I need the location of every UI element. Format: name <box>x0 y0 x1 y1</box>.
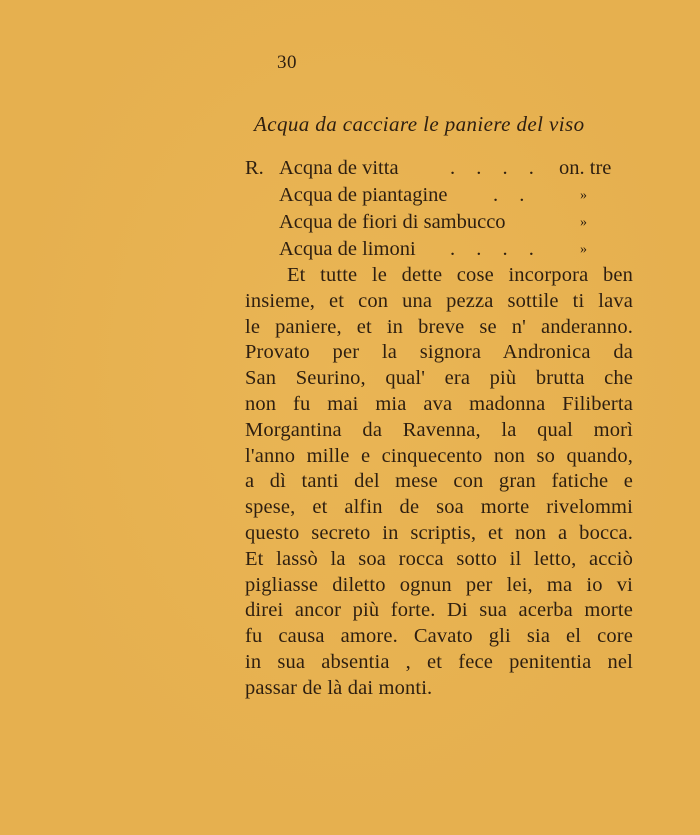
text-line: pigliasse diletto ognun per lei, ma io vi <box>245 573 633 596</box>
text-line: direi ancor più forte. Di sua acerba morte <box>245 599 633 622</box>
ingredient-row <box>245 209 635 236</box>
text-line: spese, et alfin de soa morte rivelommi <box>245 496 633 519</box>
ingredient-name: Acqna de vitta <box>279 157 399 179</box>
text-line: Provato per la signora Andronica da <box>245 341 633 364</box>
text-line: a dì tanti del mese con gran fatiche e <box>245 470 633 493</box>
ingredient-list <box>245 155 635 263</box>
text-line: le paniere, et in breve se n' anderanno. <box>245 315 633 338</box>
recipe-prefix: R. <box>245 157 264 179</box>
recipe-title: Acqua da cacciare le paniere del viso <box>254 112 585 136</box>
ditto-mark: » <box>580 188 587 203</box>
ditto-mark: » <box>580 242 587 257</box>
ingredient-row <box>245 182 635 209</box>
body-paragraph <box>245 263 633 702</box>
text-line: non fu mai mia ava madonna Filiberta <box>245 392 633 415</box>
ingredient-name: Acqua de piantagine <box>279 184 448 206</box>
ingredient-leader-dots: . . <box>493 184 533 206</box>
ingredient-quantity: on. tre <box>559 157 612 179</box>
text-line: Et lassò la soa rocca sotto il letto, acciò <box>245 547 633 570</box>
page-number: 30 <box>277 52 297 73</box>
text-line: passar de là dai monti. <box>245 676 433 699</box>
text-line: Et tutte le dette cose incorpora ben <box>287 264 633 286</box>
ingredient-row <box>245 236 635 263</box>
ditto-mark: » <box>580 215 587 230</box>
ingredient-row <box>245 155 635 182</box>
text-line: Morgantina da Ravenna, la qual morì <box>245 418 633 441</box>
text-line: San Seurino, qual' era più brutta che <box>245 367 633 390</box>
ingredient-leader-dots: . . . . <box>450 238 542 260</box>
text-line: questo secreto in scriptis, et non a bocca. <box>245 521 633 544</box>
text-line: in sua absentia , et fece penitentia nel <box>245 650 633 673</box>
text-line: insieme, et con una pezza sottile ti lava <box>245 289 633 312</box>
ingredient-leader-dots: . . . . <box>450 157 542 179</box>
ingredient-name: Acqua de limoni <box>279 238 416 260</box>
text-line: fu causa amore. Cavato gli sia el core <box>245 625 633 648</box>
text-line: l'anno mille e cinquecento non so quando, <box>245 444 633 467</box>
ingredient-name: Acqua de fiori di sambucco <box>279 211 506 233</box>
